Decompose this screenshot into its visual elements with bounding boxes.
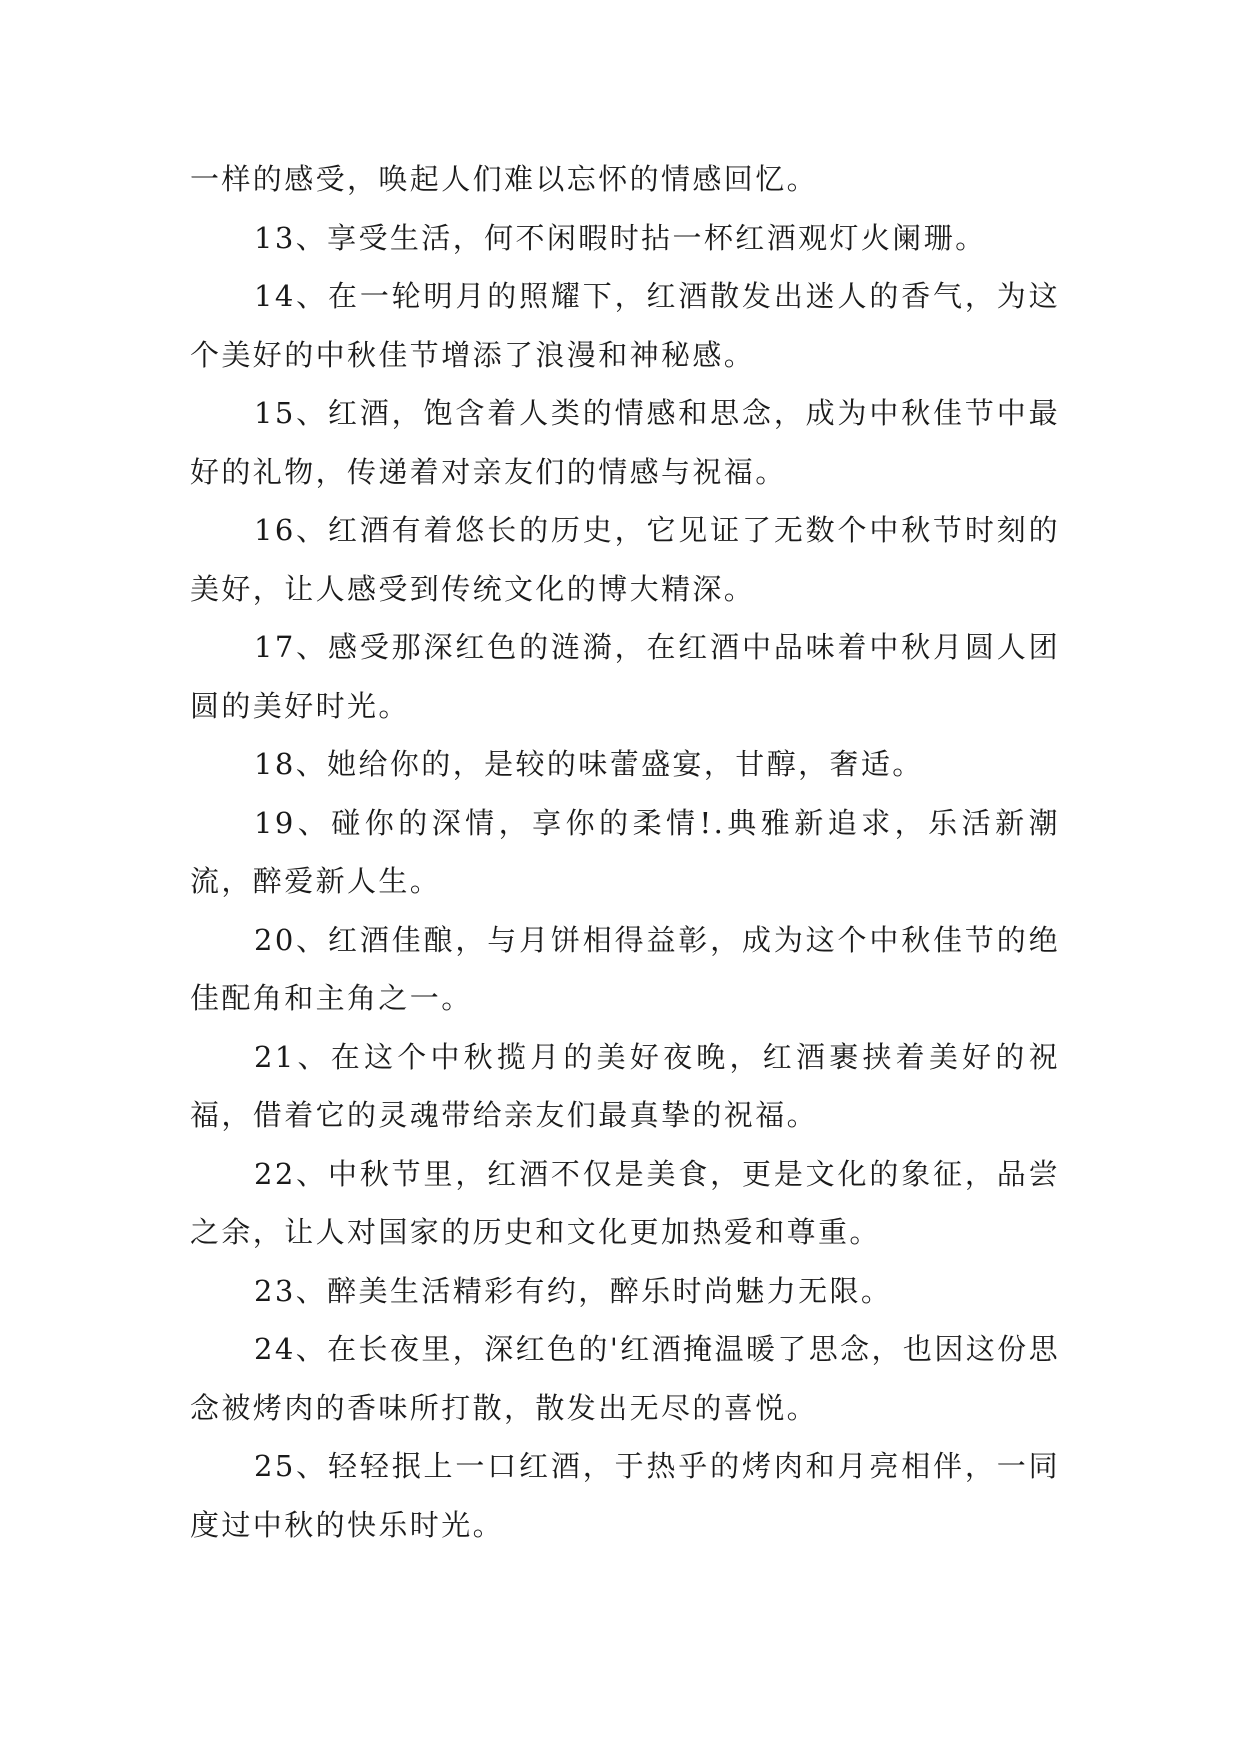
paragraph: 24、在长夜里，深红色的'红酒掩温暖了思念，也因这份思念被烤肉的香味所打散，散发出无尽的喜悦。 [190,1332,1060,1425]
paragraph: 19、碰你的深情，享你的柔情!.典雅新追求，乐活新潮流，醉爱新人生。 [190,805,1060,898]
paragraph: 14、在一轮明月的照耀下，红酒散发出迷人的香气，为这个美好的中秋佳节增添了浪漫和神秘感。 [190,279,1060,372]
paragraph: 25、轻轻抿上一口红酒，于热乎的烤肉和月亮相伴，一同度过中秋的快乐时光。 [190,1449,1060,1542]
paragraph: 21、在这个中秋揽月的美好夜晚，红酒裹挟着美好的祝福，借着它的灵魂带给亲友们最真挚的祝福。 [190,1039,1060,1132]
paragraph: 16、红酒有着悠长的历史，它见证了无数个中秋节时刻的美好，让人感受到传统文化的博大精深。 [190,513,1060,606]
paragraph: 15、红酒，饱含着人类的情感和思念，成为中秋佳节中最好的礼物，传递着对亲友们的情感与祝福。 [190,396,1060,489]
paragraph: 18、她给你的，是较的味蕾盛宴，甘醇，奢适。 [254,747,924,781]
paragraph: 23、醉美生活精彩有约，醉乐时尚魅力无限。 [254,1273,893,1308]
paragraph: 13、享受生活，何不闲暇时拈一杯红酒观灯火阑珊。 [254,220,987,255]
paragraph: 22、中秋节里，红酒不仅是美食，更是文化的象征，品尝之余，让人对国家的历史和文化更加热爱和尊重。 [190,1156,1060,1249]
paragraph: 一样的感受，唤起人们难以忘怀的情感回忆。 [190,162,819,196]
paragraph: 20、红酒佳酿，与月饼相得益彰，成为这个中秋佳节的绝佳配角和主角之一。 [190,922,1060,1015]
paragraph: 17、感受那深红色的涟漪，在红酒中品味着中秋月圆人团圆的美好时光。 [190,630,1060,723]
body-text [190,150,1060,1554]
